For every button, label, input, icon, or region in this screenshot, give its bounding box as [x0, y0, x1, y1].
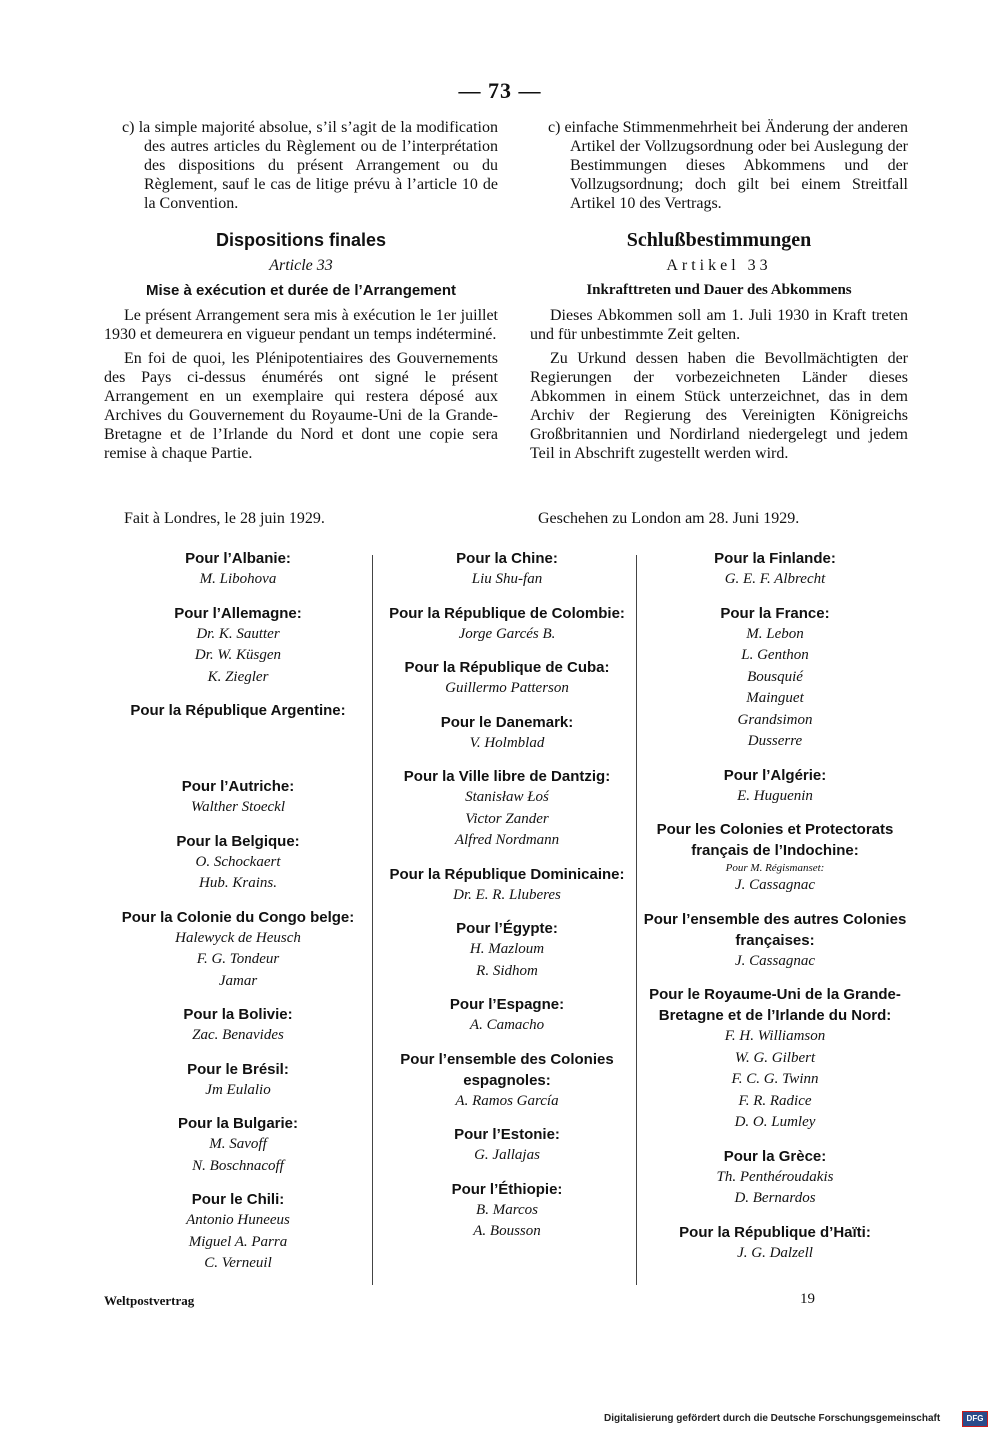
- signatory-name: M. Lebon: [746, 625, 804, 642]
- signatory-name: Bousquié: [747, 668, 803, 685]
- signatory-name: Victor Zander: [465, 810, 549, 827]
- signatory-name: E. Huguenin: [737, 787, 813, 804]
- signatory-name: Dr. K. Sautter: [196, 625, 280, 642]
- signatory-name: B. Marcos: [476, 1201, 538, 1218]
- footer-signature-mark: Weltpostvertrag: [104, 1293, 195, 1308]
- german-section-title: Schlußbestimmungen: [626, 229, 812, 251]
- german-paragraph-1: Dieses Abkommen soll am 1. Juli 1930 in Kraft treten und für unbestimmte Zeit gelten.: [530, 307, 908, 343]
- german-article-subtitle: Inkrafttreten und Dauer des Abkommens: [586, 282, 852, 298]
- french-section-title: Dispositions finales: [215, 230, 387, 250]
- signatory-name: F. C. G. Twinn: [731, 1071, 819, 1087]
- signatory-name: D. Bernardos: [734, 1190, 816, 1206]
- signatory-name: O. Schockaert: [195, 853, 281, 870]
- signatory-name: Jamar: [218, 972, 258, 989]
- signatory-name: [103, 721, 373, 743]
- signatory-name: W. G. Gilbert: [734, 1049, 816, 1066]
- signature-column-2: [378, 548, 636, 1243]
- signatory-country: Pour la République de Cuba:: [404, 659, 610, 676]
- signatory-country: Pour la République d’Haïti:: [679, 1223, 871, 1241]
- signatory-country: Pour la France:: [720, 604, 830, 622]
- signatory-name: G. Jallajas: [474, 1147, 540, 1163]
- signatory-country: Pour l’Estonie:: [454, 1126, 560, 1143]
- signatory-country: Pour l’Allemagne:: [174, 604, 302, 622]
- signatory-name: Alfred Nordmann: [454, 832, 560, 848]
- signatory-name: Mainguet: [746, 690, 804, 706]
- signatory-name: F. R. Radice: [738, 1092, 812, 1109]
- signatory-name: A. Camacho: [469, 1017, 545, 1033]
- signatory-name: Hub. Krains.: [199, 875, 277, 891]
- signatory-country: Pour la République Dominicaine:: [389, 865, 625, 883]
- signatory-name: Miguel A. Parra: [188, 1233, 288, 1250]
- signatory-country: Pour le Chili:: [191, 1191, 285, 1208]
- footer-sheet-number: 19: [800, 1291, 815, 1307]
- signatory-name: V. Holmblad: [469, 734, 545, 751]
- column-divider: [636, 555, 637, 1285]
- signatory-name: M. Libohova: [199, 571, 277, 587]
- german-item-c: c) einfache Stimmenmehrheit bei Änderung der anderen Artikel der Vollzugsordnung oder bei Auslegung der Bestimmungen dieses Abkommens und der Vollzugsordnung; doch gilt bei einem Streitfall Artikel 10 des Vertrags.: [548, 119, 908, 212]
- signatory-name: Th. Penthéroudakis: [716, 1168, 834, 1185]
- signatory-name: A. Ramos García: [455, 1092, 559, 1109]
- signatory-name: A. Bousson: [473, 1223, 541, 1239]
- column-divider: [372, 555, 373, 1285]
- signatory-name: Liu Shu-fan: [471, 571, 543, 587]
- signatory-name: M. Savoff: [209, 1136, 267, 1152]
- german-paragraph-2: Zu Urkund dessen haben die Bevollmächtigten der Regierungen der vorbezeichneten Länder dieses Abkommen in einem Stück unterzeichnet, das in dem Archiv der Regierung des Vereinigten Königreichs Großbritannien und Nordirland niedergelegt und jedem Teil in Abschrift zugestellt werden wird.: [530, 350, 908, 462]
- signatory-name: J. G. Dalzell: [737, 1244, 813, 1261]
- signatory-country: Pour l’ensemble des autres Colonies françaises:: [643, 910, 907, 949]
- signatory-country: Pour la Chine:: [456, 550, 558, 567]
- signatory-name: F. G. Tondeur: [196, 951, 280, 967]
- signatory-name: F. H. Williamson: [724, 1028, 826, 1044]
- signatory-country: Pour l’Éthiopie:: [451, 1180, 563, 1198]
- page-number: — 73 —: [458, 78, 542, 103]
- signatory-name: Halewyck de Heusch: [175, 929, 301, 946]
- signatory-name: J. Cassagnac: [735, 952, 815, 969]
- signatory-country: Pour la République Argentine:: [130, 702, 346, 719]
- french-paragraph-1: Le présent Arrangement sera mis à exécution le 1er juillet 1930 et demeurera en vigueur pendant un temps indéterminé.: [104, 307, 498, 343]
- signatory-name: Zac. Benavides: [192, 1027, 284, 1043]
- signatory-country: Pour la Colonie du Congo belge:: [121, 908, 355, 926]
- french-article-title: Article 33: [269, 257, 333, 274]
- signatory-country: Pour le Royaume-Uni de la Grande-Bretagne et de l’Irlande du Nord:: [649, 986, 901, 1024]
- french-article-subtitle: Mise à exécution et durée de l’Arrangement: [145, 282, 457, 299]
- signatory-country: Pour le Brésil:: [187, 1060, 289, 1078]
- signatory-name: Jorge Garcés B.: [458, 625, 556, 642]
- signatory-name: J. Cassagnac: [735, 877, 815, 893]
- signatory-country: Pour l’Algérie:: [723, 766, 827, 784]
- signatory-name: N. Boschnacoff: [192, 1157, 284, 1174]
- signatory-country: Pour la République de Colombie:: [389, 604, 625, 622]
- signatory-name: L. Genthon: [741, 647, 809, 663]
- signatory-name: Grandsimon: [737, 711, 813, 728]
- signature-column-3: [640, 548, 910, 1264]
- signatory-name: Stanisław Łoś: [465, 789, 549, 805]
- signatory-name: C. Verneuil: [204, 1255, 272, 1271]
- german-column: [530, 118, 908, 468]
- signatory-country: Pour la Bolivie:: [183, 1006, 293, 1023]
- signatory-country: Pour l’Égypte:: [456, 920, 558, 937]
- signatory-country: Pour la Belgique:: [176, 832, 300, 850]
- signatory-country: Pour la Ville libre de Dantzig:: [403, 768, 611, 785]
- french-done-line: Fait à Londres, le 28 juin 1929.: [124, 510, 325, 527]
- signatory-name: Dusserre: [747, 733, 803, 749]
- signatory-name: D. O. Lumley: [734, 1114, 816, 1130]
- signatory-name: K. Ziegler: [207, 668, 269, 685]
- french-paragraph-2: En foi de quoi, les Plénipotentiaires des Gouvernements des Pays ci-dessus énumérés ont signé le présent Arrangement en un exemplaire qui restera déposé aux Archives du Gouvernement du Royaume-Uni de la Grande-Bretagne et de l’Irlande du Nord et dont une copie sera remise à chaque Partie.: [104, 350, 498, 462]
- signatory-country: Pour la Grèce:: [723, 1147, 827, 1165]
- signatory-country: Pour la Bulgarie:: [177, 1115, 299, 1132]
- french-column: [104, 118, 498, 468]
- german-article-title: Artikel 33: [666, 257, 772, 274]
- signatory-country: Pour le Danemark:: [440, 713, 574, 731]
- signatory-country: Pour l’Espagne:: [449, 996, 565, 1013]
- signatory-country: Pour l’Autriche:: [181, 778, 295, 795]
- signatory-name: R. Sidhom: [476, 962, 538, 979]
- signature-column-1: [103, 548, 373, 1275]
- french-item-c: c) la simple majorité absolue, s’il s’agit de la modification des autres articles du Règlement ou de l’interprétation des dispositions du présent Arrangement ou du Règlement, sauf le cas de litige prévu à l’article 10 de la Convention.: [122, 119, 498, 212]
- signatory-name: G. E. F. Albrecht: [724, 571, 826, 587]
- signatory-name: [103, 743, 373, 765]
- dfg-logo: DFG: [962, 1411, 988, 1427]
- signatory-country: Pour l’ensemble des Colonies espagnoles:: [400, 1050, 614, 1089]
- signatory-name: Jm Eulalio: [205, 1081, 271, 1098]
- signatory-name: Dr. E. R. Lluberes: [453, 886, 561, 903]
- digitization-note: Digitalisierung gefördert durch die Deutsche Forschungsgemeinschaft: [604, 1413, 941, 1424]
- signatory-country: Pour l’Albanie:: [185, 550, 291, 567]
- signatory-name: Walther Stoeckl: [190, 799, 285, 815]
- signatory-proxy-note: Pour M. Régismanset:: [725, 862, 825, 874]
- signatory-name: Guillermo Patterson: [445, 680, 569, 696]
- signatory-name: Antonio Huneeus: [186, 1212, 290, 1228]
- signatory-name: Dr. W. Küsgen: [194, 647, 282, 663]
- signatory-country: Pour la Finlande:: [714, 550, 836, 567]
- signatory-country: Pour les Colonies et Protectorats français de l’Indochine:: [656, 821, 894, 859]
- signatory-name: H. Mazloum: [469, 941, 545, 957]
- german-done-line: Geschehen zu London am 28. Juni 1929.: [538, 510, 800, 527]
